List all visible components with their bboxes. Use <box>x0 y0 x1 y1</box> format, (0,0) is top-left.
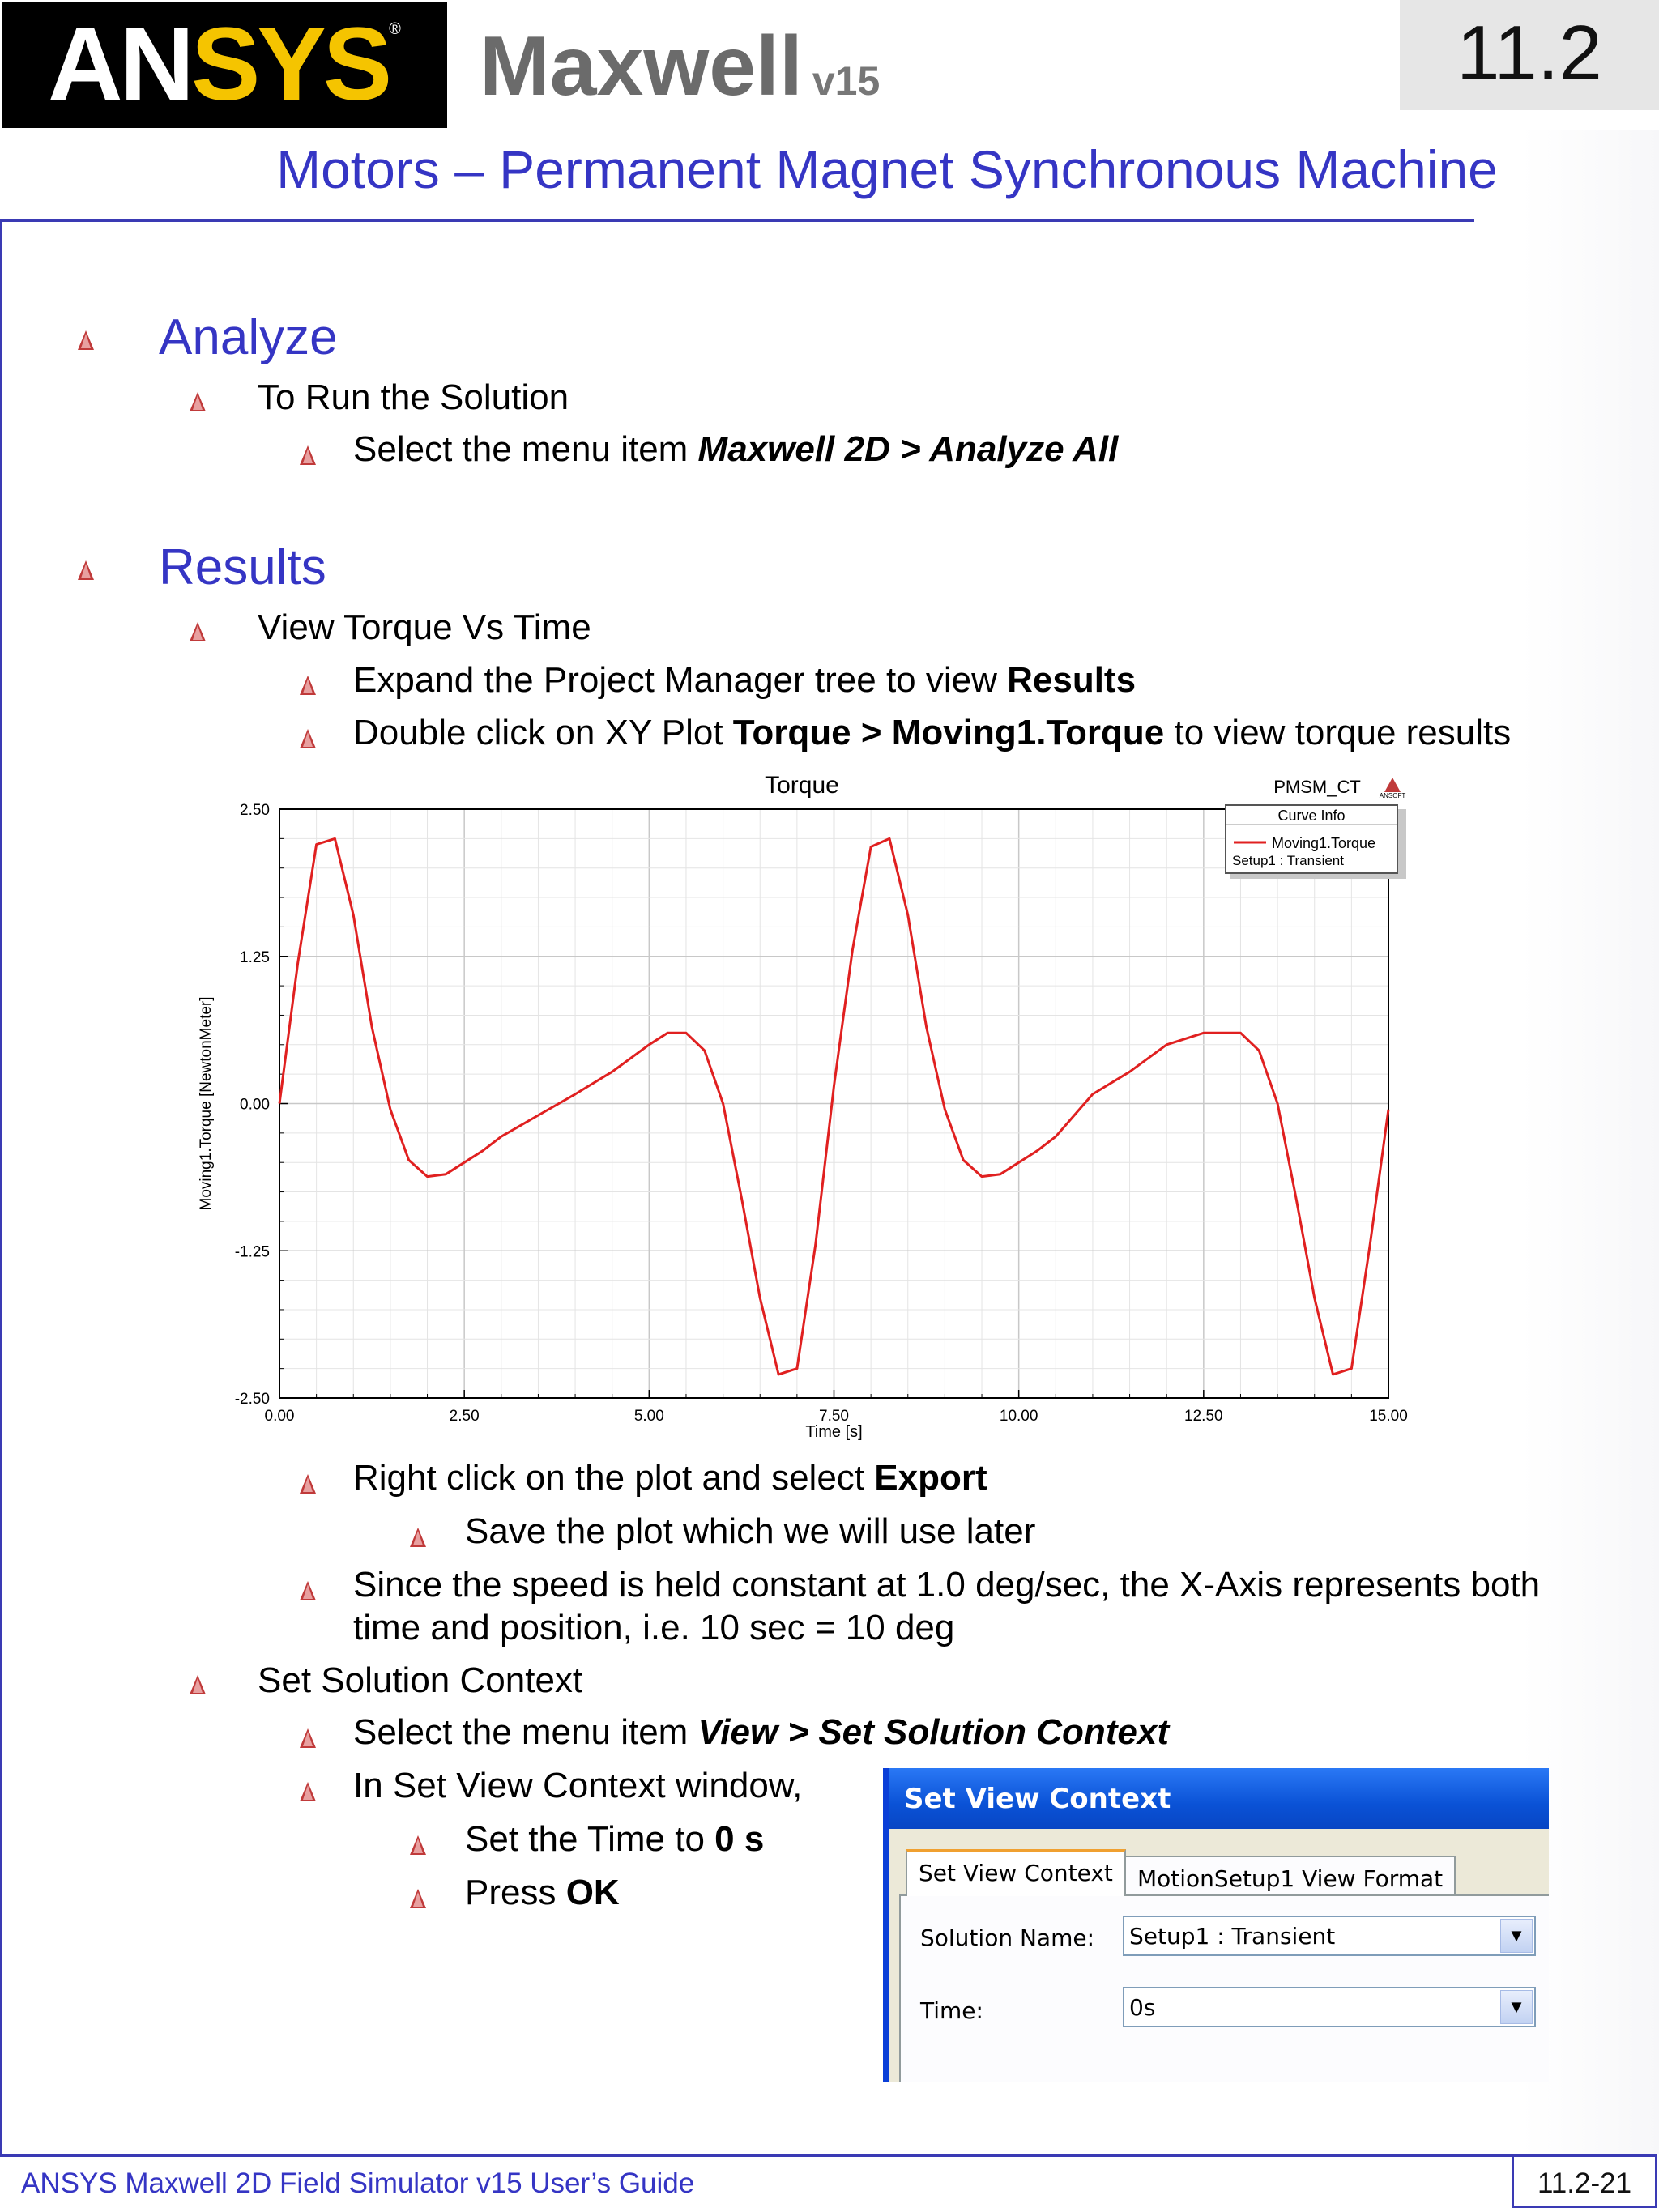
footer-guide-title: ANSYS Maxwell 2D Field Simulator v15 User’s Guide <box>21 2167 695 2199</box>
y-tick-label: 0.00 <box>240 1096 270 1114</box>
footer-rule <box>0 2154 1512 2157</box>
select-prefix: Select the menu item <box>353 1712 698 1752</box>
solution-name-select[interactable] <box>1123 1916 1536 1956</box>
x-tick-label: 7.50 <box>819 1408 849 1425</box>
x-tick-label: 5.00 <box>633 1408 664 1425</box>
tab-motion-view-format[interactable]: MotionSetup1 View Format <box>1124 1856 1456 1894</box>
double-click-step <box>353 713 1511 754</box>
x-tick-label: 10.00 <box>999 1408 1038 1425</box>
set-context-heading: Set Solution Context <box>258 1660 583 1700</box>
select-menu: View > Set Solution Context <box>697 1712 1169 1752</box>
x-tick-label: 12.50 <box>1184 1408 1223 1425</box>
dbl-bold: Torque > Moving1.Torque <box>732 713 1165 752</box>
x-tick-label: 15.00 <box>1369 1408 1408 1425</box>
set-view-context-dialog <box>883 1768 1549 2082</box>
results-heading: Results <box>159 539 326 595</box>
dialog-title: Set View Context <box>904 1783 1171 1815</box>
bullet-icon <box>300 1581 316 1600</box>
chevron-down-icon[interactable]: ▼ <box>1500 1990 1533 2024</box>
view-torque-heading: View Torque Vs Time <box>258 607 591 647</box>
bullet-icon <box>300 676 316 695</box>
bullet-icon <box>78 560 94 580</box>
time-select[interactable] <box>1123 1987 1536 2027</box>
window-step: In Set View Context window, <box>353 1766 803 1805</box>
dbl-suffix: to view torque results <box>1164 713 1512 752</box>
time-value: 0s <box>1129 1994 1156 2021</box>
speed-line-2: time and position, i.e. 10 sec = 10 deg <box>353 1608 955 1647</box>
y-tick-label: 1.25 <box>240 948 270 966</box>
right-click-prefix: Right click on the plot and select <box>353 1458 875 1498</box>
bullet-icon <box>190 622 206 641</box>
run-step-prefix: Select the menu item <box>353 429 698 469</box>
solution-name-value: Setup1 : Transient <box>1129 1923 1336 1950</box>
press-prefix: Press <box>465 1873 566 1912</box>
chart-ticks <box>235 802 1408 1425</box>
y-tick-label: 2.50 <box>240 802 270 819</box>
analyze-heading: Analyze <box>159 309 338 365</box>
expand-bold: Results <box>1007 660 1137 700</box>
expand-prefix: Expand the Project Manager tree to view <box>353 660 1008 700</box>
time-bold: 0 s <box>714 1819 765 1859</box>
legend-entry-sub: Setup1 : Transient <box>1232 853 1344 868</box>
section-number: 11.2 <box>1456 10 1602 96</box>
chart-project-label: PMSM_CT <box>1273 777 1361 797</box>
x-axis-label: Time [s] <box>805 1423 863 1441</box>
y-axis-label: Moving1.Torque [NewtonMeter] <box>198 996 215 1211</box>
product-text: Maxwell <box>480 19 803 113</box>
page-title: Motors – Permanent Magnet Synchronous Machine <box>276 139 1498 199</box>
chart-legend <box>1226 805 1406 879</box>
logo-sys: SYS <box>191 6 390 122</box>
bullet-icon <box>78 330 94 350</box>
right-click-step <box>353 1458 987 1499</box>
dialog-titlebar[interactable] <box>889 1768 1549 1829</box>
product-name <box>480 19 881 113</box>
right-click-bold: Export <box>874 1458 987 1498</box>
bullet-icon <box>410 1835 426 1855</box>
time-label: Time: <box>920 1997 983 2024</box>
bullet-icon <box>300 1474 316 1494</box>
run-step <box>353 429 1118 471</box>
bullet-icon <box>190 1675 206 1694</box>
bullet-icon <box>190 392 206 411</box>
logo-an: AN <box>48 6 191 122</box>
bullet-icon <box>300 445 316 465</box>
y-tick-label: -1.25 <box>234 1243 270 1261</box>
y-tick-label: -2.50 <box>234 1391 270 1408</box>
logo-registered: ® <box>389 19 401 38</box>
torque-chart[interactable] <box>186 771 1418 1447</box>
run-step-menu: Maxwell 2D > Analyze All <box>697 429 1119 469</box>
legend-entry-name: Moving1.Torque <box>1272 835 1376 851</box>
tab-set-view-context[interactable]: Set View Context <box>906 1849 1126 1896</box>
bullet-icon <box>410 1889 426 1908</box>
time-prefix: Set the Time to <box>465 1819 715 1859</box>
ansoft-logo-icon <box>1380 778 1406 799</box>
dbl-prefix: Double click on XY Plot <box>353 713 733 752</box>
title-rule <box>0 219 1474 222</box>
speed-line-1: Since the speed is held constant at 1.0 deg/sec, the X-Axis represents both <box>353 1565 1541 1605</box>
ansoft-brand: ANSOFT <box>1379 792 1406 799</box>
ansys-logo <box>2 2 447 128</box>
left-rule <box>0 219 2 2157</box>
solution-name-label: Solution Name: <box>920 1924 1095 1951</box>
chart-grid <box>279 809 1388 1398</box>
run-solution-heading: To Run the Solution <box>258 377 569 417</box>
bullet-icon <box>300 1728 316 1748</box>
press-bold: OK <box>565 1873 620 1912</box>
chevron-down-icon[interactable]: ▼ <box>1500 1919 1533 1953</box>
set-time-step <box>465 1819 764 1860</box>
press-ok-step <box>465 1873 620 1914</box>
bullet-icon <box>410 1528 426 1547</box>
footer-page-number: 11.2-21 <box>1537 2167 1632 2199</box>
expand-step <box>353 660 1136 701</box>
bullet-icon <box>300 729 316 748</box>
x-tick-label: 0.00 <box>264 1408 295 1425</box>
chart-title: Torque <box>765 772 839 799</box>
legend-title: Curve Info <box>1277 808 1346 824</box>
save-plot-step: Save the plot which we will use later <box>465 1511 1036 1551</box>
bullet-icon <box>300 1782 316 1801</box>
x-tick-label: 2.50 <box>449 1408 480 1425</box>
select-context-step <box>353 1712 1169 1754</box>
product-version: v15 <box>812 58 881 104</box>
